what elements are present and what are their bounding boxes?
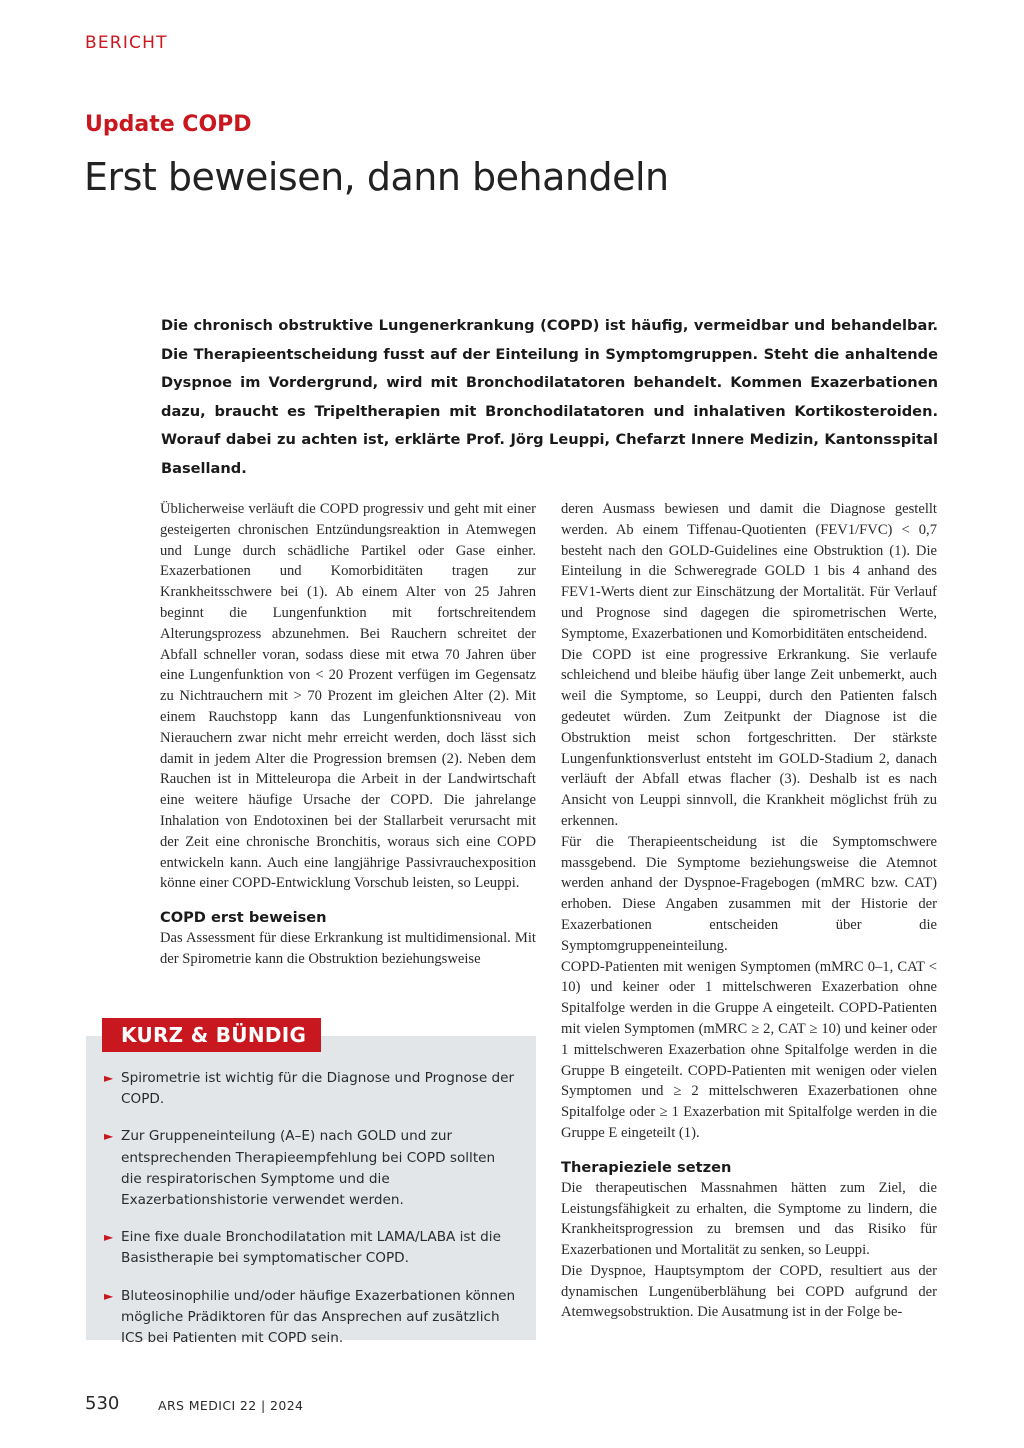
- article-title: Erst beweisen, dann behandeln: [84, 155, 669, 199]
- summary-list: [104, 1068, 516, 1365]
- body-paragraph: Für die Therapieentscheidung ist die Symptomschwere massgebend. Die Symptome beziehungsweise die Atemnot werden anhand der Dyspnoe-Fragebogen (mMRC bzw. CAT) erhoben. Diese Angaben zusammen mit der Historie der Exazerbationen entscheiden über die Symptomgruppeneinteilung.: [561, 833, 937, 954]
- article-lead: Die chronisch obstruktive Lungenerkrankung (COPD) ist häufig, vermeidbar und behandelbar. Die Therapieentscheidung fusst auf der Einteilung in Symptomgruppen. Steht die anhaltende Dyspnoe im Vordergrund, wird mit Bronchodilatatoren behandelt. Kommen Exazerbationen dazu, braucht es Tripeltherapien mit Bronchodilatatoren und inhalativen Kortikosteroiden. Worauf dabei zu achten ist, erklärte Prof. Jörg Leuppi, Chefarzt Innere Medizin, Kantonsspital Baselland.: [161, 317, 938, 477]
- summary-box-title: KURZ & BÜNDIG: [102, 1018, 321, 1052]
- subheading: Therapieziele setzen: [561, 1158, 732, 1176]
- body-paragraph: Die therapeutischen Massnahmen hätten zum Ziel, die Leistungsfähigkeit zu erhalten, die Symptome zu lindern, die Krankheitsprogression zu bremsen und das Risiko für Exazerbationen und Mortalität zu senken, so Leuppi.: [561, 1179, 937, 1259]
- article-kicker: Update COPD: [85, 112, 252, 137]
- summary-item: [104, 1126, 516, 1211]
- body-paragraph: Üblicherweise verläuft die COPD progressiv und geht mit einer gesteigerten chronischen Entzündungsreaktion in Atemwegen und Lunge durch schädliche Partikel oder Gase einher. Exazerbationen und Komorbiditäten tragen zur Krankheitsschwere bei (1). Ab einem Alter von 25 Jahren beginnt die Lungenfunktion mit fortschreitendem Alterungsprozess abzunehmen. Bei Rauchern schreitet der Abfall schneller voran, sodass diese mit etwa 70 Jahren über eine Lungenfunktion von < 20 Prozent verfügen im Gegensatz zu Nichtrauchern mit > 70 Prozent im gleichen Alter (2). Mit einem Rauchstopp kann das Lungenfunktionsniveau von Nierauchern zwar nicht mehr erreicht werden, doch lässt sich damit in jedem Alter die Progression bremsen (2). Neben dem Rauchen ist in Mitteleuropa die Arbeit in der Landwirtschaft eine weitere häufige Ursache der COPD. Die jahrelange Inhalation von Endotoxinen bei der Stallarbeit verursacht mit der Zeit eine chronische Bronchitis, woraus sich eine COPD entwickeln kann. Auch eine langjährige Passivrauchexposition könne einer COPD-Entwicklung Vorschub leisten, so Leuppi.: [160, 501, 536, 892]
- journal-issue: ARS MEDICI 22 | 2024: [158, 1398, 304, 1413]
- summary-item-text: Eine fixe duale Bronchodilatation mit LAMA/LABA ist die Basistherapie bei symptomatischer COPD.: [121, 1229, 501, 1267]
- summary-item-text: Spirometrie ist wichtig für die Diagnose und Prognose der COPD.: [121, 1070, 515, 1108]
- bullet-arrow-icon: ►: [104, 1288, 114, 1303]
- subheading: COPD erst beweisen: [160, 909, 327, 927]
- right-column: [561, 499, 937, 1323]
- body-paragraph: Die Dyspnoe, Hauptsymptom der COPD, resultiert aus der dynamischen Lungenüberblähung bei COPD aufgrund der Atemwegsobstruktion. Die Ausatmung ist in der Folge be-: [561, 1262, 937, 1321]
- bullet-arrow-icon: ►: [104, 1230, 114, 1245]
- summary-item: [104, 1068, 516, 1110]
- body-paragraph: Das Assessment für diese Erkrankung ist multidimensional. Mit der Spirometrie kann die Obstruktion beziehungsweise: [160, 930, 536, 967]
- summary-item-text: Zur Gruppeneinteilung (A–E) nach GOLD und zur entsprechenden Therapieempfehlung bei COPD sollten die respiratorischen Symptome und die Exazerbationshistorie verwendet werden.: [121, 1128, 496, 1209]
- bullet-arrow-icon: ►: [104, 1071, 114, 1085]
- page-number: 530: [85, 1393, 120, 1414]
- bullet-arrow-icon: ►: [104, 1129, 114, 1144]
- summary-item-text: Bluteosinophilie und/oder häufige Exazerbationen können mögliche Prädiktoren für das Ansprechen auf zusätzlich ICS bei Patienten mit COPD sein.: [121, 1287, 516, 1347]
- section-label: BERICHT: [85, 33, 168, 53]
- summary-box: [86, 1036, 536, 1347]
- body-paragraph: deren Ausmass bewiesen und damit die Diagnose gestellt werden. Ab einem Tiffenau-Quotienten (FEV1/FVC) < 0,7 besteht nach den GOLD-Guidelines eine Obstruktion (1). Die Einteilung in die Schweregrade GOLD 1 bis 4 anhand des FEV1-Werts dient zur Einschätzung der Mortalität. Für Verlauf und Prognose sind dagegen die spirometrischen Werte, Symptome, Exazerbationen und Komorbiditäten entscheidend.: [561, 501, 937, 642]
- body-paragraph: COPD-Patienten mit wenigen Symptomen (mMRC 0–1, CAT < 10) und keiner oder 1 mittelschweren Exazerbation ohne Spitalfolge werden in die Gruppe A eingeteilt. COPD-Patienten mit vielen Symptomen (mMRC ≥ 2, CAT ≥ 10) und keiner oder 1 mittelschweren Exazerbation ohne Spitalfolge werden in die Gruppe B eingeteilt. COPD-Patienten mit wenigen oder vielen Symptomen und ≥ 2 mittelschweren Exazerbationen ohne Spitalfolge oder ≥ 1 Exazerbation mit Spitalfolge werden in die Gruppe E eingeteilt (1).: [561, 958, 937, 1141]
- left-column: [160, 499, 536, 970]
- body-paragraph: Die COPD ist eine progressive Erkrankung. Sie verlaufe schleichend und bleibe häufig über lange Zeit unbemerkt, auch weil die Symptome, so Leuppi, durch den Patienten falsch gedeutet würden. Zum Zeitpunkt der Diagnose ist die Obstruktion meist schon fortgeschritten. Der stärkste Lungenfunktionsverlust entsteht im GOLD-Stadium 2, danach verläuft der Abfall etwas flacher (3). Deshalb ist es nach Ansicht von Leuppi sinnvoll, die Krankheit möglichst früh zu erkennen.: [561, 646, 937, 829]
- summary-item: [104, 1227, 516, 1269]
- summary-item: [104, 1286, 516, 1350]
